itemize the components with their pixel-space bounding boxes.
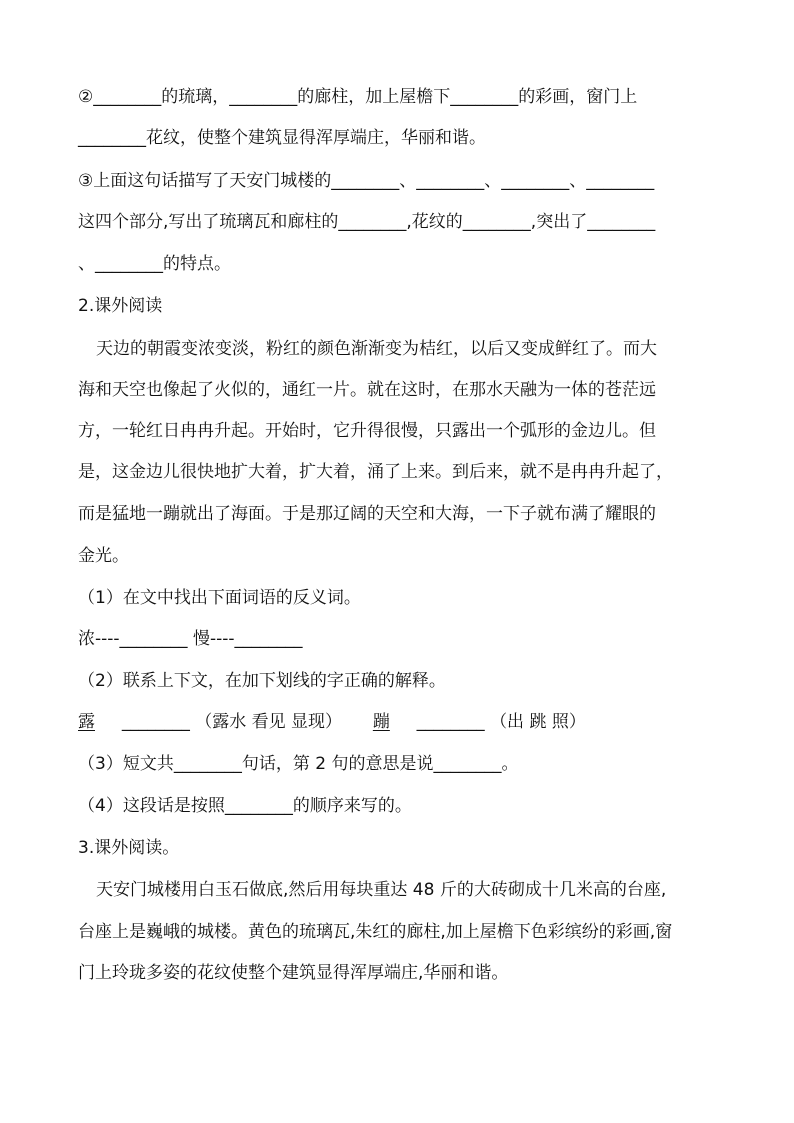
section2-passage-line-3: 方，一轮红日冉冉升起。开始时，它升得很慢，只露出一个弧形的金边儿。但 bbox=[78, 421, 656, 441]
section2-question-4: （4）这段话是按照________的顺序来写的。 bbox=[78, 796, 412, 816]
section2-question-3: （3）短文共________句话，第 2 句的意思是说________。 bbox=[78, 754, 519, 774]
section3-passage-line-2: 台座上是巍峨的城楼。黄色的琉璃瓦,朱红的廊柱,加上屋檐下色彩缤纷的彩画,窗 bbox=[78, 922, 673, 942]
section3-heading: 3.课外阅读。 bbox=[78, 838, 180, 858]
section2-heading: 2.课外阅读 bbox=[78, 296, 163, 316]
section2-question-1: （1）在文中找出下面词语的反义词。 bbox=[78, 588, 361, 608]
q1-line-e: 、________的特点。 bbox=[78, 254, 231, 274]
q1-line-a: ②________的琉璃，________的廊柱，加上屋檐下________的彩画，窗门上 bbox=[78, 87, 638, 107]
section2-passage-line-5: 而是猛地一蹦就出了海面。于是那辽阔的天空和大海，一下子就布满了耀眼的 bbox=[78, 504, 656, 524]
section2-passage-line-1: 天边的朝霞变浓变淡，粉红的颜色渐渐变为桔红，以后又变成鲜红了。而大 bbox=[96, 339, 657, 359]
answer-blank-beng: ________ bbox=[416, 712, 485, 732]
section2-passage-line-2: 海和天空也像起了火似的，通红一片。就在这时，在那水天融为一体的苍茫远 bbox=[78, 380, 656, 400]
section2-question-1-answer: 浓----________ 慢----________ bbox=[78, 629, 303, 649]
section3-passage-line-3: 门上玲珑多姿的花纹使整个建筑显得浑厚端庄,华丽和谐。 bbox=[78, 963, 509, 983]
q1-line-c: ③上面这句话描写了天安门城楼的________、________、________、________ bbox=[78, 171, 655, 191]
underlined-char-beng: 蹦 bbox=[372, 712, 390, 732]
section2-passage-line-4: 是，这金边儿很快地扩大着，扩大着，涌了上来。到后来，就不是冉冉升起了， bbox=[78, 462, 673, 482]
q1-line-d: 这四个部分,写出了琉璃瓦和廊柱的________,花纹的________,突出了________ bbox=[78, 212, 656, 232]
section2-passage-line-6: 金光。 bbox=[78, 546, 129, 566]
options-beng: （出 跳 照） bbox=[490, 712, 586, 732]
section2-question-2-answer-row bbox=[78, 711, 723, 733]
answer-blank-lu: ________ bbox=[121, 712, 190, 732]
q1-line-b: ________花纹，使整个建筑显得浑厚端庄，华丽和谐。 bbox=[78, 128, 486, 148]
section2-question-2: （2）联系上下文，在加下划线的字正确的解释。 bbox=[78, 671, 446, 691]
section3-passage-line-1: 天安门城楼用白玉石做底,然后用每块重达 48 斤的大砖砌成十几米高的台座, bbox=[96, 880, 667, 900]
options-lu: （露水 看见 显现） bbox=[195, 712, 343, 732]
underlined-char-lu: 露 bbox=[78, 712, 95, 732]
